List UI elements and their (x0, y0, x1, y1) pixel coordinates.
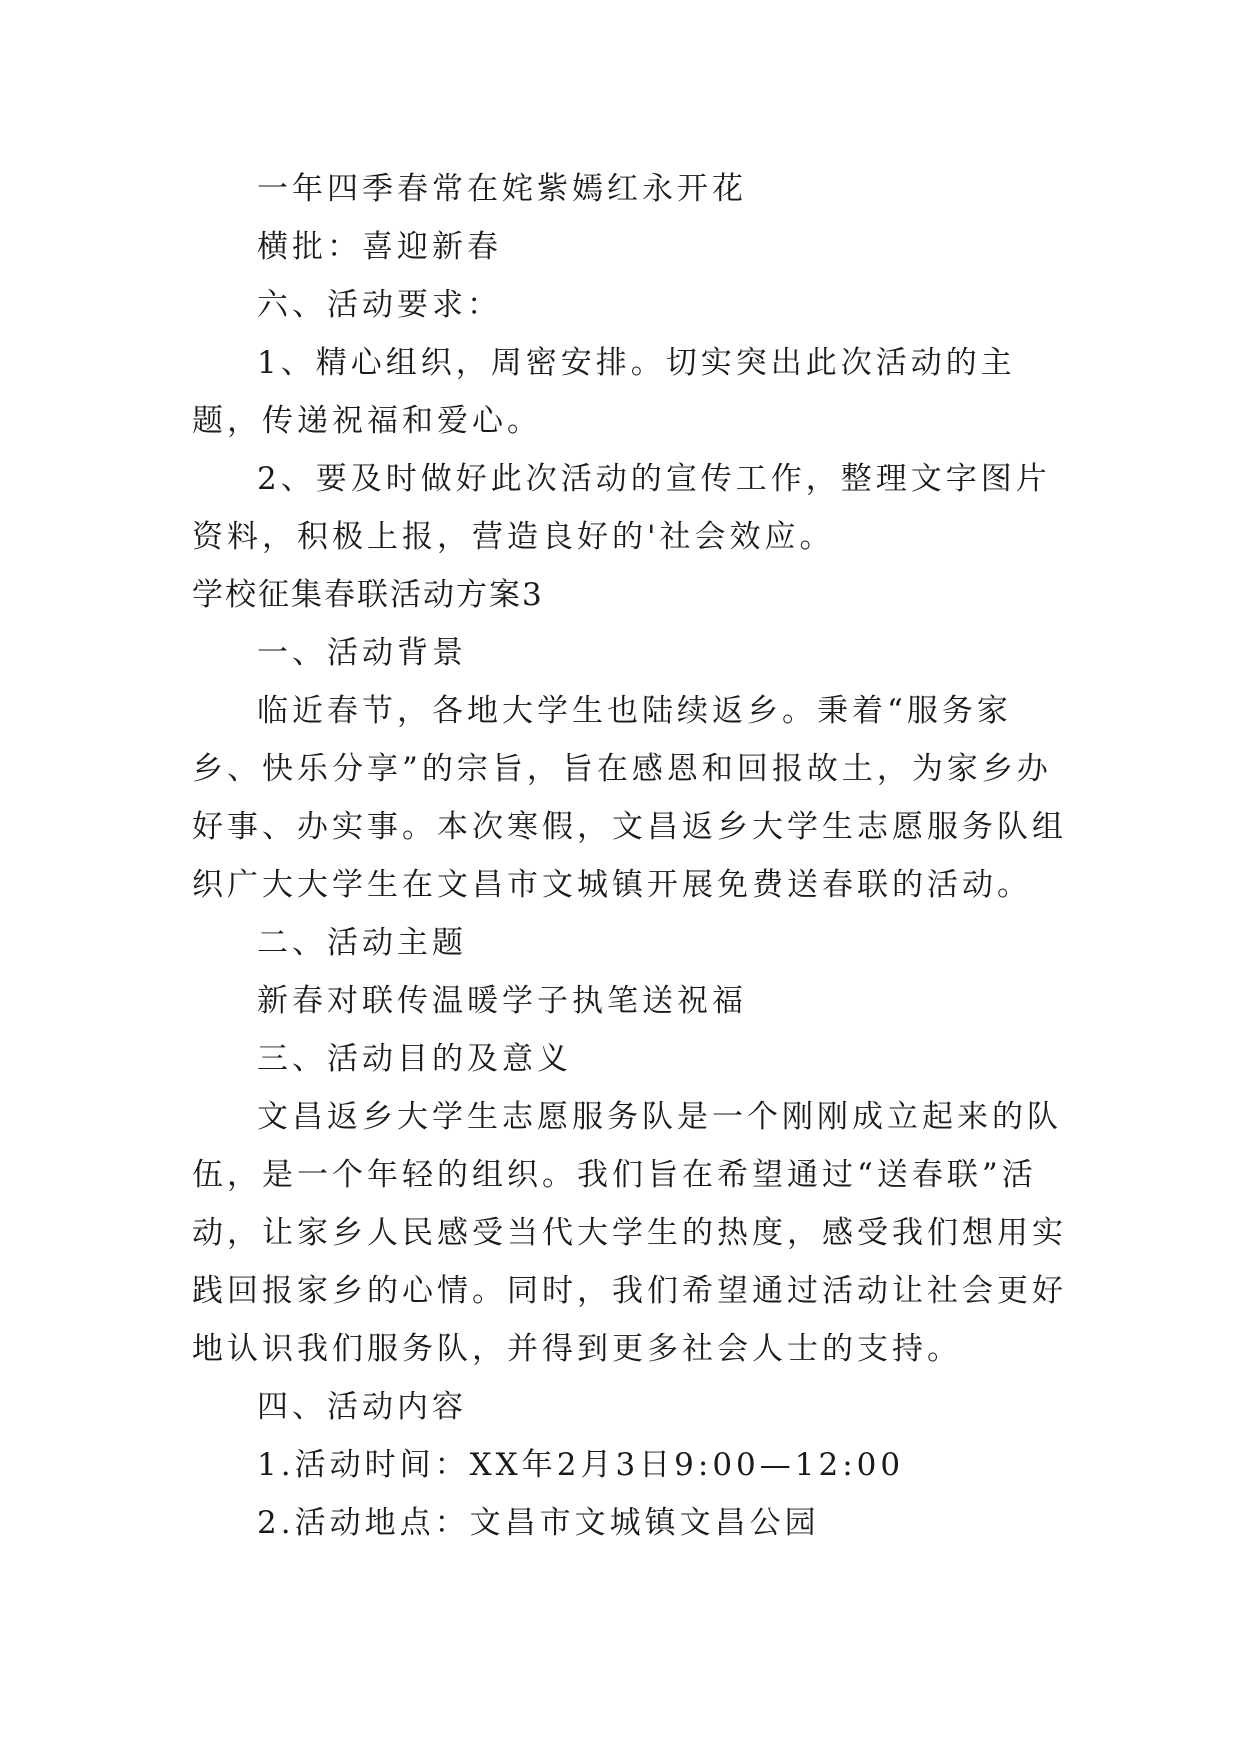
couplet-banner: 横批：喜迎新春 (257, 229, 502, 265)
section-four-title: 四、活动内容 (257, 1389, 467, 1425)
document-body (192, 160, 1072, 1552)
section-three-title: 三、活动目的及意义 (257, 1041, 572, 1077)
section-six-title: 六、活动要求： (257, 287, 502, 323)
activity-time: 1.活动时间：XX年2月3日9:00—12:00 (257, 1447, 905, 1483)
purpose-text: 文昌返乡大学生志愿服务队是一个刚刚成立起来的队伍，是一个年轻的组织。我们旨在希望通过“送春联”活动，让家乡人民感受当代大学生的热度，感受我们想用实践回报家乡的心情。同时，我们希望通过活动让社会更好地认识我们服务队，并得到更多社会人士的支持。 (192, 1099, 1067, 1367)
requirement-1: 1、精心组织，周密安排。切实突出此次活动的主题，传递祝福和爱心。 (192, 345, 1016, 439)
requirement-2: 2、要及时做好此次活动的宣传工作，整理文字图片资料，积极上报，营造良好的'社会效应。 (192, 461, 1051, 555)
section-two-title: 二、活动主题 (257, 925, 467, 961)
plan-3-title: 学校征集春联活动方案3 (192, 577, 544, 613)
activity-location: 2.活动地点：文昌市文城镇文昌公园 (257, 1505, 820, 1541)
theme-text: 新春对联传温暖学子执笔送祝福 (257, 983, 747, 1019)
couplet-line: 一年四季春常在姹紫嫣红永开花 (257, 171, 747, 207)
background-text: 临近春节，各地大学生也陆续返乡。秉着“服务家乡、快乐分享”的宗旨，旨在感恩和回报故土，为家乡办好事、办实事。本次寒假，文昌返乡大学生志愿服务队组织广大大学生在文昌市文城镇开展免费送春联的活动。 (192, 693, 1067, 903)
section-one-title: 一、活动背景 (257, 635, 467, 671)
